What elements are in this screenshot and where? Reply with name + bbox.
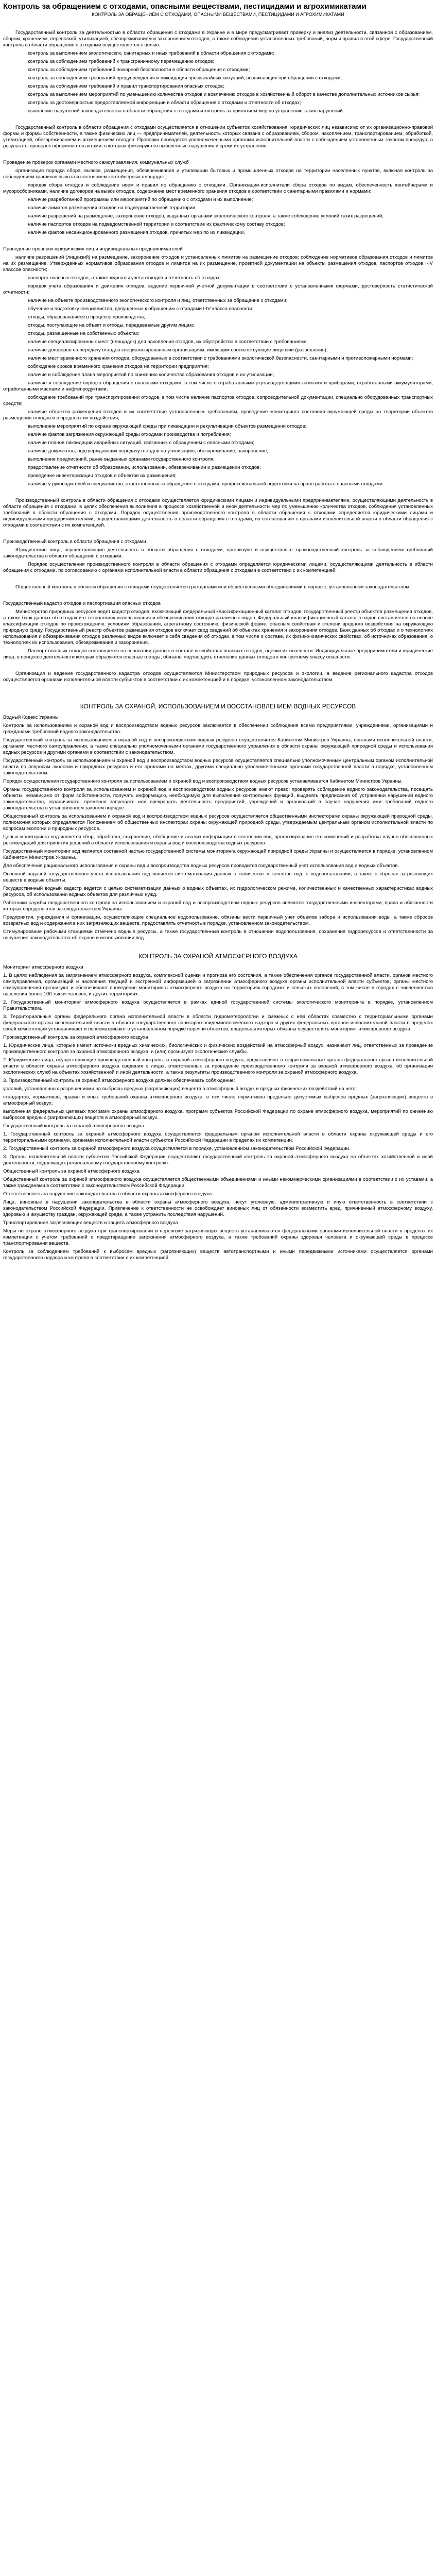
section [3, 539, 433, 574]
paragraph: контроль за достоверностью предоставляемой информации в области обращения с отходами и отчетности об отходах; [28, 100, 301, 106]
paragraph: 1. Государственный контроль за охраной атмосферного воздуха осуществляется федеральным органом исполнительной власти в области охраны окружающей среды и его территориальными органами, органами исполнительной власти субъектов Российской Федерации в пределах их компетенции. [3, 1131, 433, 1143]
paragraph: наличие фактов загрязнения окружающей среды отходами производства и потребления; [28, 432, 231, 437]
paragraph: Государственный контроль в области обращения с отходами осуществляется в отношении субъектов хозяйствования, юридических лиц независимо от их организационно-правовой формы и формы собственности, а также физических лиц — предпринимателей, деятельность которых связана с образованием, сбором, накоплением, транспортированием, обработкой, утилизацией, обезвреживанием и размещением отходов. Проверки проводятся уполномоченными органами исполнительной власти с соблюдением установленных законом процедур, а результаты проверок оформляются актами, в которых фиксируются выявленные нарушения и сроки их устранения. [3, 125, 433, 149]
paragraph: Основной задачей государственного учета использования вод является систематизация данных о количестве и качестве вод, о водопользовании, а также о сбросах загрязняющих веществ в водные объекты. [3, 871, 433, 883]
document [0, 0, 436, 1261]
paragraph: Государственный контроль за деятельностью в области обращения с отходами в Украине и в мире предусматривает проверку и анализ деятельности, связанной с образованием, сбором, хранением, перевозкой, утилизацией, обезвреживанием и захоронением отходов, а также соблюдения установленных требований, норм и правил в этой сфере. Государственный контроль в области обращения с отходами осуществляется с целью: [3, 30, 433, 48]
section [3, 498, 433, 529]
paragraph: Общественный контроль за использованием и охраной вод и воспроизводством водных ресурсов осуществляется общественными инспекторами охраны окружающей природной среды, полномочия которых определяются Положением об общественных инспекторах охраны окружающей природной среды, утверждаемым центральным органом исполнительной власти по вопросам экологии и природных ресурсов. [3, 814, 433, 832]
paragraph: Государственный водный кадастр ведется с целью систематизации данных о водных объектах, их гидрологическом режиме, количественных и качественных характеристиках водных ресурсов, об использовании водных объектов для различных нужд. [3, 886, 433, 897]
paragraph: контроль за соблюдением требований и правил транспортирования опасных отходов; [28, 83, 224, 89]
paragraph: 3. Органы исполнительной власти субъектов Российской Федерации осуществляют государственный контроль за охраной атмосферного воздуха на объектах хозяйственной и иной деятельности, подлежащих региональному государственному контролю. [3, 1154, 433, 1166]
paragraph: наличие специализированных мест (площадок) для накопления отходов, их обустройство в соответствии с требованиями; [28, 339, 308, 345]
water-section [3, 723, 433, 941]
paragraph: 1. В целях наблюдения за загрязнением атмосферного воздуха, комплексной оценки и прогноза его состояния, а также обеспечения органов государственной власти, органов местного самоуправления, организаций и населения текущей и экстренной информацией о загрязнении атмосферного воздуха органы исполнительной власти субъектов, органы местного самоуправления организуют и обеспечивают проведение мониторинга атмосферного воздуха на территориях городских и сельских поселений, в том числе в городах с численностью населения более 100 тысяч человек, и других территориях. [3, 973, 433, 997]
water-subheading: Водный Кодекс Украины [3, 715, 59, 720]
paragraph: отходы, размещенные на собственных объектах; [28, 331, 140, 336]
paragraph: Министерство природных ресурсов ведет кадастр отходов, включающий федеральный классификационный каталог отходов, государственный реестр объектов размещения отходов, а также банк данных об отходах и о технологиях использования и обезвреживания отходов различных видов. Федеральный классификационный каталог отходов составляется на основе классификации отходов по происхождению, условиям образования, агрегатному состоянию, физической форме, опасным свойствам и степени вредного воздействия на окружающую природную среду. Государственный реестр объектов размещения отходов включает свод сведений об объектах хранения и захоронения отходов. Банк данных об отходах и о технологиях использования и обезвреживания отходов различных видов включает в себя сведения об отходах, в том числе о составе, их физико-химических свойствах, об источниках образования, о технологиях их использования, обезвреживания и захоронения. [3, 609, 433, 646]
paragraph: Порядок осуществления производственного контроля в области обращения с отходами определяется юридическими лицами, осуществляющими деятельность в области обращения с отходами, по согласованию с органами исполнительной власти в области обращения с отходами в соответствии с их компетенцией. [3, 562, 433, 573]
paragraph: наличие документов, подтверждающих передачу отходов на утилизацию, обезвреживание, захоронение; [28, 448, 268, 454]
paragraph: Общественный контроль за охраной атмосферного воздуха [3, 1168, 139, 1174]
section [3, 584, 433, 590]
paragraph: 3. Производственный контроль за охраной атмосферного воздуха должен обеспечивать соблюдение: [3, 1078, 235, 1083]
paragraph: выполнение мероприятий по охране окружающей среды при ликвидации и рекультивации объектов размещения отходов; [28, 423, 307, 429]
paragraph: выполнения федеральных целевых программ охраны атмосферного воздуха, программ субъектов Российской Федерации по охране атмосферного воздуха, мероприятий по снижению выбросов вредных (загрязняющих) веществ в атмосферный воздух. [3, 1109, 433, 1121]
paragraph: наличие разрешений на размещение, захоронение отходов, выданных органами экологического контроля, а также соблюдение условий таких разрешений; [28, 213, 383, 219]
waste-sections [3, 30, 433, 683]
paragraph: 2. Юридические лица, осуществляющие производственный контроль за охраной атмосферного воздуха, представляют в территориальные органы федерального органа исполнительной власти в области охраны атмосферного воздуха сведения о лицах, ответственных за проведение производственного контроля за охраной атмосферного воздуха, об организации экологических служб на объектах хозяйственной и иной деятельности, а также результаты производственного контроля за охраной атмосферного воздуха. [3, 1057, 433, 1075]
section [3, 601, 433, 660]
paragraph: отходы, поступающие на объект и отходы, передаваемые другим лицам; [28, 323, 195, 328]
paragraph: обучение и подготовку специалистов, допущенных к обращению с отходами I-IV класса опасности; [28, 306, 254, 312]
section [3, 125, 433, 149]
paragraph: Для обеспечения рационального использования и охраны вод и воспроизводства водных ресурсов проводится государственный учет использования вод и водных объектов. [3, 863, 399, 869]
paragraph: проведение инвентаризации отходов и объектов их размещения; [28, 473, 177, 479]
paragraph: Государственный мониторинг вод является составной частью государственной системы мониторинга окружающей природной среды Украины и осуществляется в порядке, установленном Кабинетом Министров Украины. [3, 849, 433, 860]
paragraph: Общественный контроль за охраной атмосферного воздуха осуществляется общественными объединениями и иными некоммерческими организациями в соответствии с их уставами, а также гражданами в соответствии с законодательством Российской Федерации. [3, 1177, 433, 1189]
paragraph: Организация и ведение государственного кадастра отходов осуществляются Министерством природных ресурсов и экологии, а ведение регионального кадастра отходов осуществляется органами исполнительной власти субъектов в соответствии с их компетенцией и в порядке, установленном законодательством. [3, 671, 433, 683]
paragraph: контроль за выполнением экологических, санитарных и иных требований в области обращения с отходами; [28, 50, 274, 56]
paragraph: соблюдение сроков временного хранения отходов на территории предприятия; [28, 364, 209, 369]
paragraph: контроль за выполнением мероприятий по уменьшению количества отходов и вовлечению отходов в хозяйственный оборот в качестве дополнительных источников сырья; [28, 92, 420, 97]
paragraph: наличие на объекте производственного экологического контроля и лиц, ответственных за обращение с отходами; [28, 298, 288, 303]
paragraph: выявление нарушений законодательства в области обращения с отходами и контроль за принятием мер по устранению таких нарушений. [28, 108, 344, 114]
document-subtitle: КОНТРОЛЬ ЗА ОБРАЩЕНИЕМ С ОТХОДАМИ, ОПАСНЫМИ ВЕЩЕСТВАМИ, ПЕСТИЦИДАМИ И АГРОХИМИКАТАМИ [92, 12, 344, 17]
paragraph: Работники службы государственного контроля за использованием и охраной вод и воспроизводством водных ресурсов являются государственными инспекторами, права и обязанности которых определяются законодательством Украины. [3, 900, 433, 912]
paragraph: наличие объектов размещения отходов и их соответствие установленным требованиям, проведение мониторинга состояния окружающей среды на территории объектов размещения отходов и в пределах их воздействия; [3, 409, 433, 421]
paragraph: Государственный контроль за использованием и охраной вод и воспроизводством водных ресурсов осуществляется специально уполномоченным центральным органом исполнительной власти по вопросам экологии и природных ресурсов и его органами на местах, другими специально уполномоченными органами государственной власти в порядке, установленном законодательством. [3, 758, 433, 776]
paragraph: Стимулирование рабочими станциями отмечено водные ресурсы, а также государственный контроль в отношении водопользования, сохранения гидроресурсов и ответственности за нарушение законодательства об охране и использовании вод. [3, 929, 433, 941]
paragraph: наличие договоров на передачу отходов специализированным организациям, имеющим соответствующие лицензии (разрешения); [28, 347, 328, 353]
paragraph: Контроль за использованием и охраной вод и воспроизводством водных ресурсов заключается в обеспечении соблюдения всеми предприятиями, учреждениями, организациями и гражданами требований водного законодательства. [3, 723, 433, 735]
paragraph: наличие разработанной программы или мероприятий по обращению с отходами и их выполнение; [28, 197, 253, 202]
paragraph: наличие лимитов размещения отходов на подведомственной территории; [28, 205, 197, 211]
paragraph: Меры по охране атмосферного воздуха при транспортировании и перевозке загрязняющих веществ устанавливаются федеральными органами исполнительной власти в пределах их компетенции с учетом требований о предотвращении загрязнения атмосферного воздуха, а также требований охраны здоровья человека и окружающей среды в процессе транспортирования веществ. [3, 1228, 433, 1246]
paragraph: стандартов, нормативов, правил и иных требований охраны атмосферного воздуха, в том числе нормативов предельно допустимых выбросов вредных (загрязняющих) веществ в атмосферный воздух; [3, 1094, 433, 1106]
paragraph: Лица, виновные в нарушении законодательства в области охраны атмосферного воздуха, несут уголовную, административную и иную ответственность в соответствии с законодательством Российской Федерации. Привлечение к ответственности не освобождает виновных лиц от обязанности возместить вред, причиненный атмосферному воздуху, здоровью и имуществу граждан, окружающей среде, а также устранить последствия нарушений. [3, 1199, 433, 1217]
paragraph: Паспорт опасных отходов составляется на основании данных о составе и свойствах опасных отходов, оценки их опасности. Индивидуальные предприниматели и юридические лица, в процессе деятельности которых образуются опасные отходы, обязаны подтвердить отнесение данных отходов к конкретному классу опасности. [3, 648, 433, 660]
paragraph: выполнение предписаний, ранее выданных органами государственного контроля; [28, 456, 215, 462]
section [3, 30, 433, 114]
paragraph: наличие мест временного хранения отходов, оборудованных в соответствии с требованиями экологической безопасности, санитарными и противопожарными нормами; [28, 355, 413, 361]
paragraph: контроль за соблюдением требований к трансграничному перемещению отходов; [28, 59, 215, 64]
section-heading: Государственный кадастр отходов и паспортизация опасных отходов [3, 601, 161, 606]
paragraph: Предприятия, учреждения и организации, осуществляющие специальное водопользование, обязаны вести первичный учет объемов забора и использования воды, а также сбросов возвратных вод и содержания в них загрязняющих веществ, предоставлять отчетность в порядке, установленном законодательством. [3, 914, 433, 926]
paragraph: соблюдение требований при транспортировании отходов, в том числе наличие паспортов отходов, сопроводительной документации, специально оборудованных транспортных средств; [3, 395, 433, 406]
paragraph: наличие планов ликвидации аварийных ситуаций, связанных с обращением с опасными отходами; [28, 440, 254, 446]
section-heading: Проведение проверок органами местного самоуправления, коммунальных служб [3, 160, 189, 165]
paragraph: паспорта опасных отходов, а также журналы учета отходов и отчетность об отходах; [28, 275, 221, 281]
air-title: КОНТРОЛЬ ЗА ОХРАНОЙ АТМОСФЕРНОГО ВОЗДУХА [138, 953, 298, 960]
paragraph: Транспортирование загрязняющих веществ и защита атмосферного воздуха [3, 1220, 178, 1226]
section [3, 246, 433, 487]
paragraph: Контроль за соблюдением требований к выбросам вредных (загрязняющих) веществ автотранспортными и иными передвижными источниками осуществляется органами государственного надзора и контроля в соответствии с их компетенцией. [3, 1249, 433, 1261]
paragraph: Ответственность за нарушение законодательства в области охраны атмосферного воздуха [3, 1191, 212, 1197]
paragraph: Производственный контроль за охраной атмосферного воздуха [3, 1035, 148, 1040]
paragraph: порядок сбора отходов и соблюдение норм и правил по обращению с отходами. Организации-исполнители сбора отходов по видам, обеспеченность контейнерами и мусоросборниками, наличие договоров на вывоз отходов, содержание мест временного хранения отходов в соответствии с санитарными правилами и нормами; [3, 182, 433, 194]
paragraph: Органы государственного контроля за использованием и охраной вод и воспроизводством водных ресурсов имеют право: проверять соблюдение водного законодательства, посещать объекты, независимо от форм собственности, получать информацию, необходимую для выполнения контрольных функций, выдавать предписания об устранении нарушений водного законодательства, ограничивать, временно запрещать или прекращать деятельность предприятий, учреждений и организаций в случае нарушения ими требований водного законодательства в установленном законом порядке. [3, 787, 433, 811]
paragraph: наличие паспортов отходов на подведомственной территории и соответствие их фактическому составу отходов; [28, 222, 285, 227]
paragraph: контроль за соблюдением требований предупреждения и ликвидации чрезвычайных ситуаций, возникающих при обращении с отходами; [28, 75, 342, 81]
document-title: Контроль за обращением с отходами, опасными веществами, пестицидами и агрохимикатами [3, 2, 367, 11]
paragraph: организация порядка сбора, вывоза, размещения, обезвреживания и утилизации бытовых и промышленных отходов на территории населенных пунктов, включая контроль за соблюдением графиков вывоза и состоянием контейнерных площадок; [3, 168, 433, 180]
paragraph: наличие разрешений (лицензий) на размещение, захоронение отходов и установленных лимитов на размещение отходов; соблюдение нормативов образования отходов и лимитов на их размещение. Утвержденных нормативов образования отходов и лимитов на их размещение, проектной документации на объекты размещения отходов, паспортов отходов I-IV классов опасности; [3, 255, 433, 273]
paragraph: контроль за соблюдением требований пожарной безопасности в области обращения с отходами; [28, 67, 250, 73]
paragraph: условий, установленных разрешениями на выбросы вредных (загрязняющих) веществ в атмосферный воздух и вредных физических воздействий на него; [3, 1086, 357, 1092]
section [3, 160, 433, 236]
paragraph: наличие и соблюдение порядка обращения с опасными отходами, в том числе с отработанными ртутьсодержащими лампами и приборами, отработанными аккумуляторами, отработанными маслами и нефтепродуктами; [3, 380, 433, 392]
air-subheading: Мониторинг атмосферного воздуха [3, 964, 83, 970]
paragraph: 1. Юридические лица, которые имеют источники вредных химических, биологических и физических воздействий на атмосферный воздух, назначают лиц, ответственных за проведение производственного контроля за охраной атмосферного воздуха, и (или) организуют экологические службы. [3, 1043, 433, 1055]
paragraph: Государственный контроль за охраной атмосферного воздуха [3, 1123, 145, 1129]
paragraph: Государственный контроль за использованием и охраной вод и воспроизводством водных ресурсов осуществляется Кабинетом Министров Украины, органами исполнительной власти, органами местного самоуправления, а также специально уполномоченными органами государственного управления в области охраны окружающей природной среды и использования водных ресурсов и другими органами в соответствии с законодательством. [3, 737, 433, 755]
paragraph: 2. Государственный контроль за охраной атмосферного воздуха осуществляется в порядке, установленном законодательством Российской Федерации. [3, 1146, 351, 1151]
section [3, 671, 433, 683]
paragraph: предоставление отчетности об образовании, использовании, обезвреживании и размещении отходов; [28, 465, 261, 470]
section-heading: Проведение проверок юридических лиц и индивидуальных предпринимателей [3, 246, 183, 252]
paragraph: Порядок осуществления государственного контроля за использованием и охраной вод и воспроизводством водных ресурсов устанавливается Кабинетом Министров Украины. [3, 778, 403, 784]
air-section [3, 973, 433, 1261]
section-heading: Производственный контроль в области обращения с отходами [3, 539, 146, 545]
paragraph: порядок учета образования и движения отходов, ведение первичной учетной документации в соответствии с установленными формами, достоверность статистической отчетности; [3, 283, 433, 295]
paragraph: наличие фактов несанкционированного размещения отходов, принятых мер по их ликвидации. [28, 230, 245, 235]
water-title: КОНТРОЛЬ ЗА ОХРАНОЙ, ИСПОЛЬЗОВАНИЕМ И ВОССТАНОВЛЕНИЕМ ВОДНЫХ РЕСУРСОВ [80, 703, 356, 710]
paragraph: Производственный контроль в области обращения с отходами осуществляется юридическими лицами и индивидуальными предпринимателями, осуществляющими деятельность в области обращения с отходами, в целях обеспечения выполнения в процессе хозяйственной и иной деятельности мер по уменьшению количества отходов, соблюдения установленных требований в области обращения с отходами. Порядок осуществления производственного контроля в области обращения с отходами определяется юридическими лицами и индивидуальными предпринимателями, осуществляющими деятельность в области обращения с отходами, по согласованию с органами исполнительной власти в области обращения с отходами в соответствии с их компетенцией. [3, 498, 433, 528]
paragraph: Целью мониторинга вод является сбор, обработка, сохранение, обобщение и анализ информации о состоянии вод, прогнозирование его изменений и разработка научно обоснованных рекомендаций для принятия решений в области использования и охраны вод и воспроизводства водных ресурсов. [3, 834, 433, 846]
paragraph: Юридические лица, осуществляющие деятельность в области обращения с отходами, организуют и осуществляют производственный контроль за соблюдением требований законодательства в области обращения с отходами. [3, 547, 433, 559]
paragraph: наличие и соблюдение плана мероприятий по снижению количества образования отходов и их утилизации; [28, 372, 274, 378]
paragraph: 2. Государственный мониторинг атмосферного воздуха осуществляется в рамках единой государственной системы экологического мониторинга в порядке, установленном Правительством. [3, 999, 433, 1011]
paragraph: наличие у руководителей и специалистов, ответственных за обращение с отходами, профессиональной подготовки на право работы с опасными отходами. [28, 481, 384, 487]
paragraph: отходы, образовавшиеся в процессе производства; [28, 314, 145, 320]
paragraph: Общественный контроль в области обращения с отходами осуществляется гражданами или общественными объединениями в порядке, установленном законодательством. [15, 584, 411, 590]
paragraph: 3. Территориальные органы федерального органа исполнительной власти в области гидрометеорологии и смежных с ней областях совместно с территориальными органами федерального органа исполнительной власти в области государственного санитарно-эпидемиологического надзора и других федеральных органов исполнительной власти в пределах своей компетенции устанавливают и пересматривают в установленном порядке перечни объектов, владельцы которых обязаны осуществлять мониторинг атмосферного воздуха. [3, 1014, 433, 1032]
